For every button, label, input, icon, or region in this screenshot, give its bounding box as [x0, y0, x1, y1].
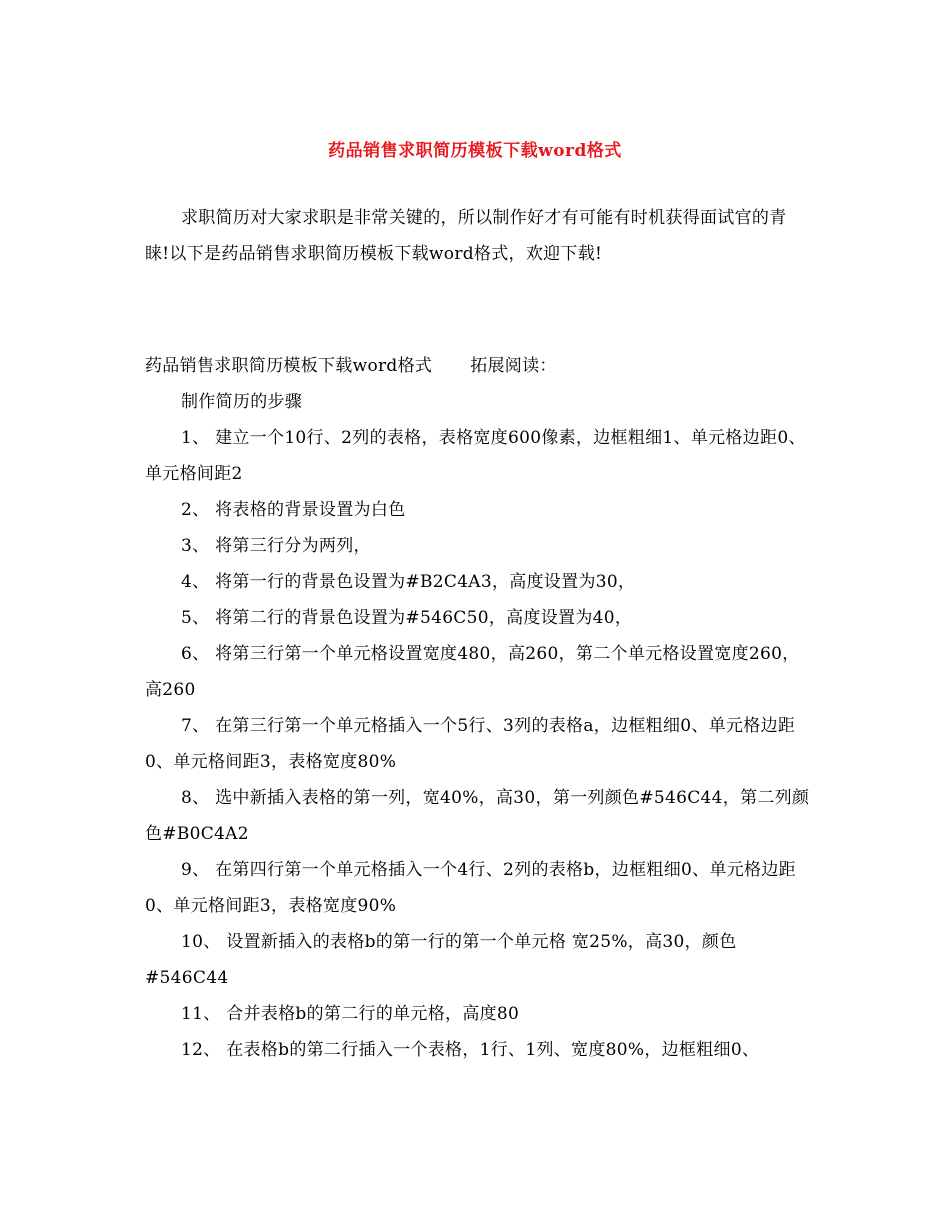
section-label: 药品销售求职简历模板下载word格式 [145, 356, 433, 376]
step-item-12: 12、 在表格b的第二行插入一个表格，1行、1列、宽度80%，边框粗细0、 [181, 1040, 760, 1060]
step-item-4: 4、 将第一行的背景色设置为#B2C4A3，高度设置为30， [181, 572, 636, 592]
step-item-9: 9、 在第四行第一个单元格插入一个4行、2列的表格b，边框粗细0、单元格边距0、单元格间距3，表格宽度90% [145, 860, 796, 916]
step-item-7: 7、 在第三行第一个单元格插入一个5行、3列的表格a，边框粗细0、单元格边距0、单元格间距3，表格宽度80% [145, 716, 796, 772]
step-item-8: 8、 选中新插入表格的第一列，宽40%，高30，第一列颜色#546C44，第二列颜色#B0C4A2 [145, 788, 810, 844]
document-title: 药品销售求职简历模板下载word格式 [328, 141, 622, 161]
extend-reading-label: 拓展阅读： [470, 356, 557, 376]
step-item-10: 10、 设置新插入的表格b的第一行的第一个单元格 宽25%，高30，颜色#546C44 [145, 932, 737, 988]
intro-paragraph: 求职简历对大家求职是非常关键的，所以制作好才有可能有时机获得面试官的青睐!以下是药品销售求职简历模板下载word格式，欢迎下载! [145, 208, 787, 264]
step-item-1: 1、 建立一个10行、2列的表格，表格宽度600像素，边框粗细1、单元格边距0、单元格间距2 [145, 428, 806, 484]
steps-heading: 制作简历的步骤 [181, 392, 303, 412]
section-line [145, 348, 810, 384]
step-item-6: 6、 将第三行第一个单元格设置宽度480，高260，第二个单元格设置宽度260，高260 [145, 644, 800, 700]
step-item-11: 11、 合并表格b的第二行的单元格，高度80 [181, 1004, 520, 1024]
step-item-3: 3、 将第三行分为两列， [181, 536, 371, 556]
step-item-2: 2、 将表格的背景设置为白色 [181, 500, 406, 520]
step-item-5: 5、 将第二行的背景色设置为#546C50，高度设置为40， [181, 608, 633, 628]
